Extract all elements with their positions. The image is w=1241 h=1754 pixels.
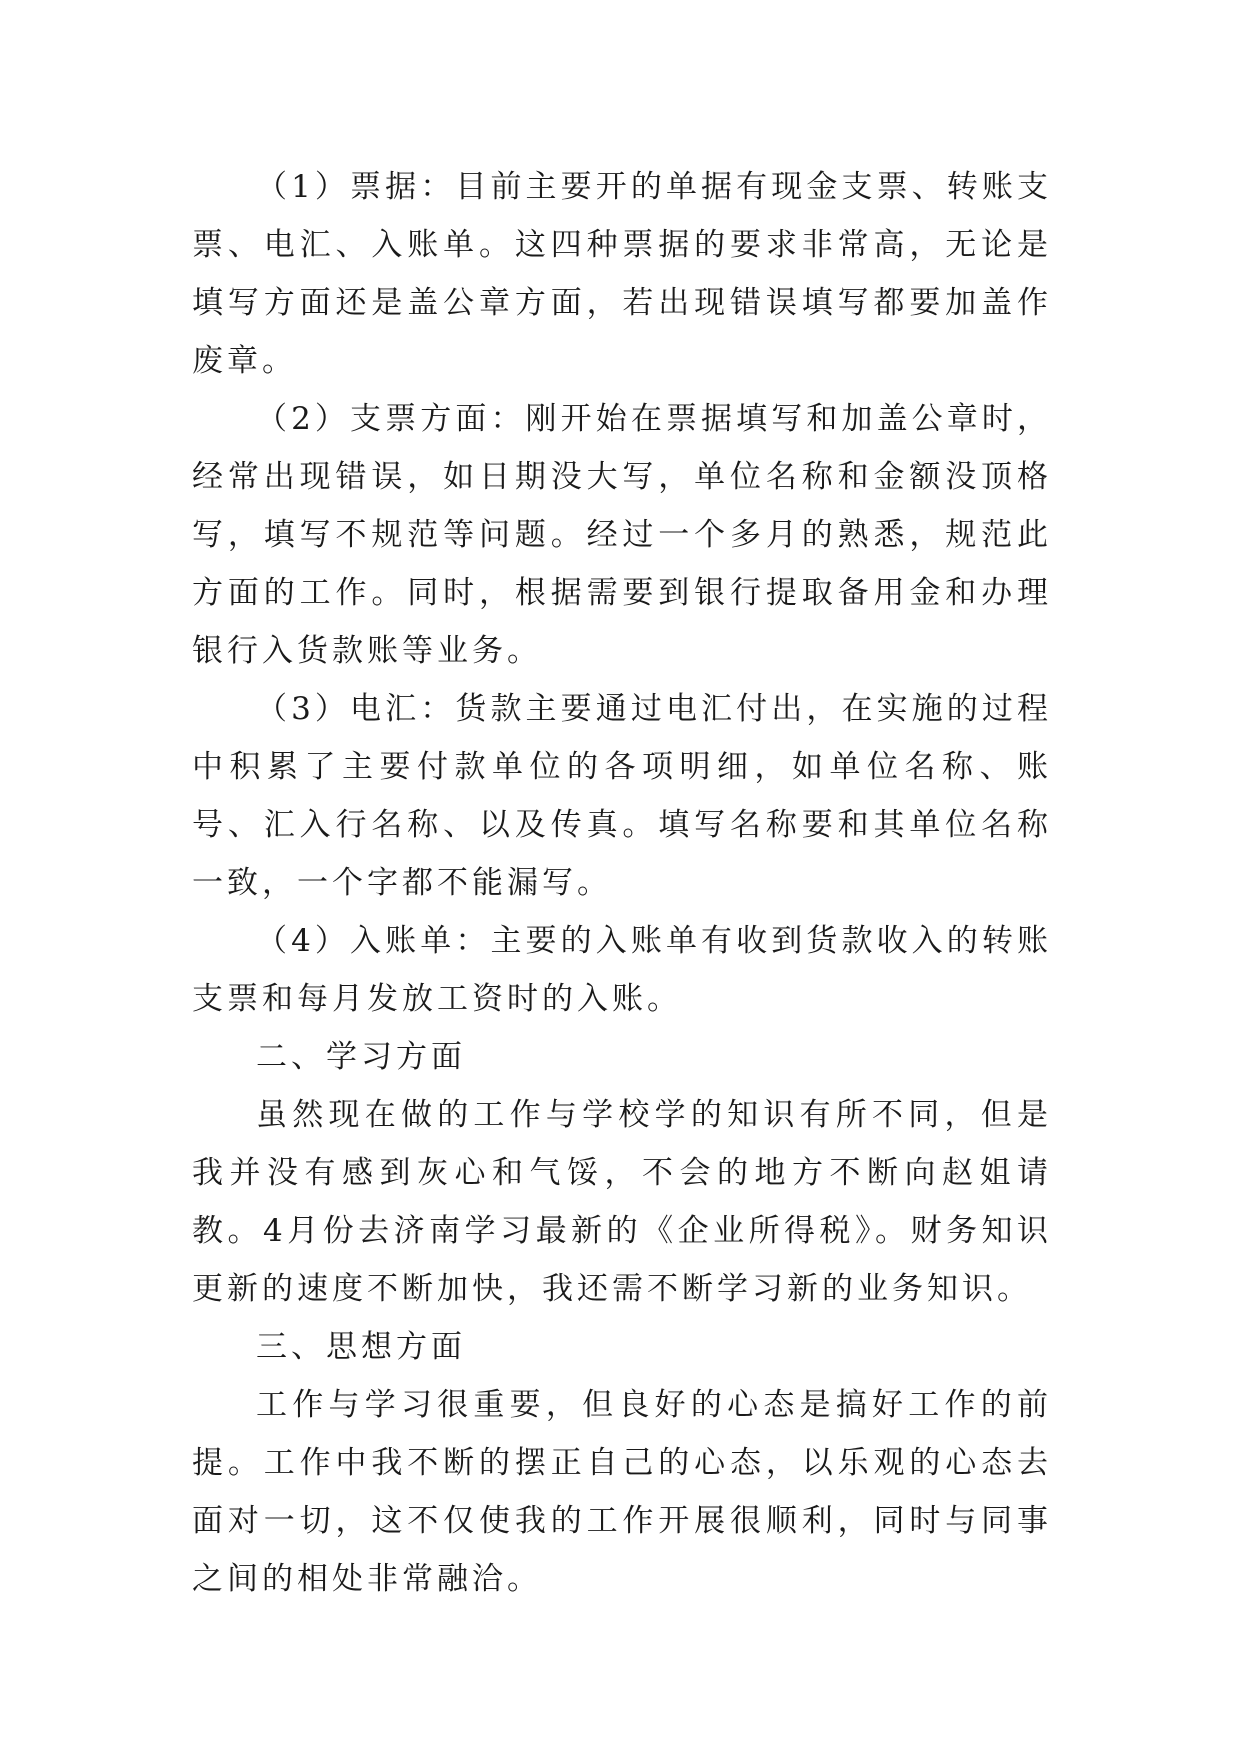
- paragraph-entry-slip: （4）入账单：主要的入账单有收到货款收入的转账支票和每月发放工资时的入账。: [192, 923, 1052, 1017]
- paragraph-thinking: 工作与学习很重要，但良好的心态是搞好工作的前提。工作中我不断的摆正自己的心态，以乐观的心态去面对一切，这不仅使我的工作开展很顺利，同时与同事之间的相处非常融洽。: [192, 1387, 1052, 1597]
- section-heading-study: 二、学习方面: [256, 1039, 466, 1075]
- paragraph-study: 虽然现在做的工作与学校学的知识有所不同，但是我并没有感到灰心和气馁，不会的地方不断向赵姐请教。4月份去济南学习最新的《企业所得税》。财务知识更新的速度不断加快，我还需不断学习新的业务知识。: [192, 1097, 1052, 1307]
- paragraph-wire-transfer: （3）电汇：货款主要通过电汇付出，在实施的过程中积累了主要付款单位的各项明细，如单位名称、账号、汇入行名称、以及传真。填写名称要和其单位名称一致，一个字都不能漏写。: [192, 691, 1052, 901]
- paragraph-cheques: （2）支票方面：刚开始在票据填写和加盖公章时，经常出现错误，如日期没大写，单位名称和金额没顶格写，填写不规范等问题。经过一个多月的熟悉，规范此方面的工作。同时，根据需要到银行提取备用金和办理银行入货款账等业务。: [192, 401, 1052, 669]
- section-heading-thinking: 三、思想方面: [256, 1329, 466, 1365]
- paragraph-bills: （1）票据：目前主要开的单据有现金支票、转账支票、电汇、入账单。这四种票据的要求非常高，无论是填写方面还是盖公章方面，若出现错误填写都要加盖作废章。: [192, 169, 1052, 379]
- document-body: [192, 158, 1052, 1608]
